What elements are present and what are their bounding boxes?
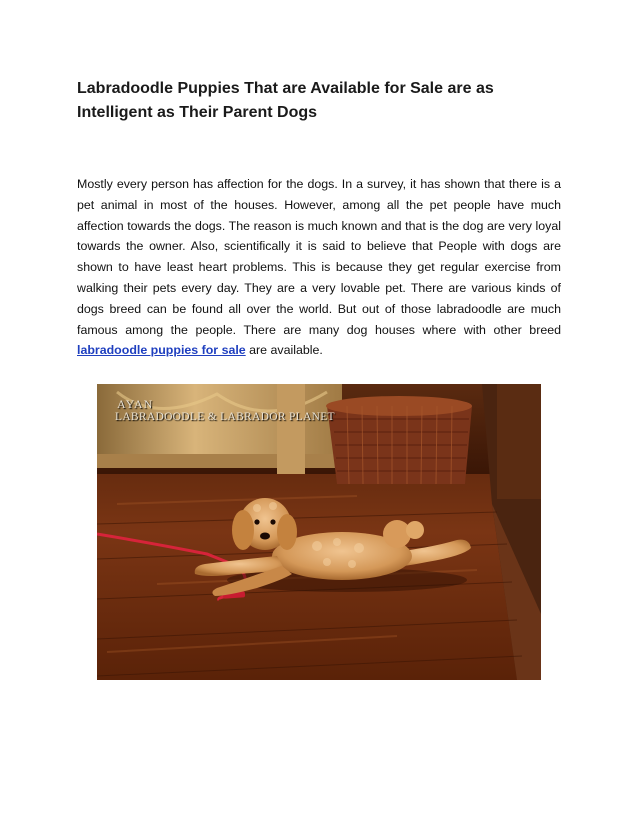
wicker-basket <box>326 396 472 484</box>
puppies-for-sale-link[interactable]: labradoodle puppies for sale <box>77 343 246 358</box>
watermark-subtitle: LABRADOODLE & LABRADOR PLANET <box>115 411 335 423</box>
body-paragraph <box>77 174 561 361</box>
document-title: Labradoodle Puppies That are Available for Sale are as Intelligent as Their Parent Dogs <box>77 80 494 121</box>
puppy-photo-illustration <box>97 384 541 680</box>
paragraph-text-end: are available. <box>245 343 323 358</box>
watermark-brand: AYAN <box>117 397 154 411</box>
paragraph-text: Mostly every person has affection for the dogs. In a survey, it has shown that there is a pet animal in most of the houses. However, among all the pet people have much affection towards the dogs. The reason is much known and that is the dog are very loyal towards the owner. Also, scientifically it is said to believe that People with dogs are shown to have least heart problems. This is because they get regular exercise from walking their pets every day. They are a very lovable pet. There are various kinds of dogs breed can be found all over the world. But out of those labradoodle are much famous among the people. There are many dog houses where with other breed <box>77 177 561 337</box>
puppy-photo <box>97 384 541 680</box>
photo-watermark <box>115 398 335 424</box>
